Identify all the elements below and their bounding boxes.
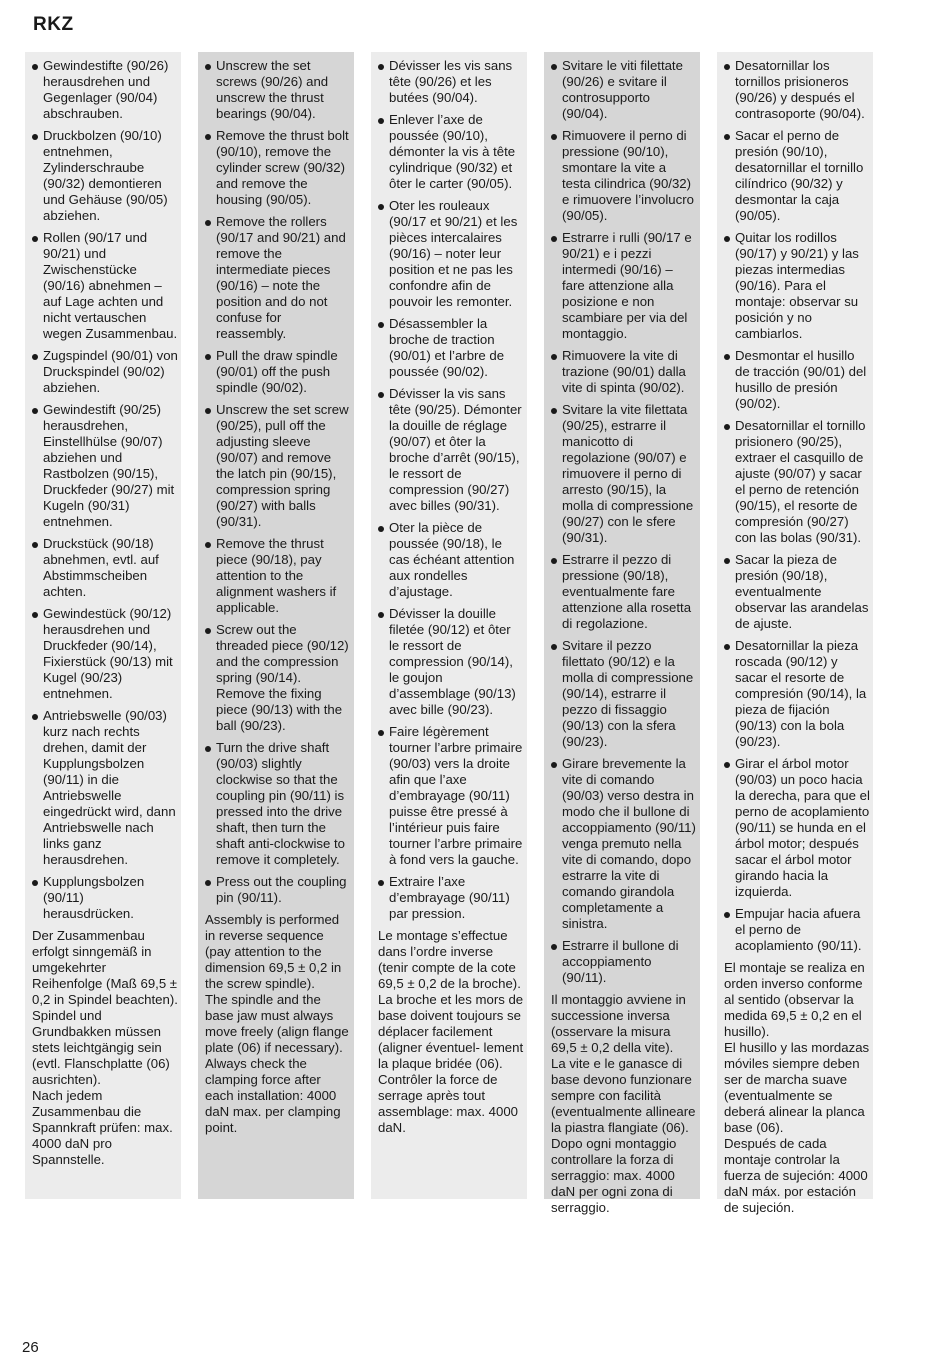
- list-item: Desatornillar el tornillo prisionero (90/25), extraer el casquillo de ajuste (90/07) y sacar el perno de retención (90/15), el resorte de compresión (90/27) con las bolas (90/31).: [724, 418, 870, 546]
- list-item: Sacar el perno de presión (90/10), desatornillar el tornillo cilíndrico (90/32) y desmontar la caja (90/05).: [724, 128, 870, 224]
- list-item: Druckbolzen (90/10) entnehmen, Zylinderschraube (90/32) demontieren und Gehäuse (90/05) abziehen.: [32, 128, 178, 224]
- list-item: Remove the thrust piece (90/18), pay attention to the alignment washers if applicable.: [205, 536, 351, 616]
- list-item: Estrarre il pezzo di pressione (90/18), eventualmente fare attenzione alla rosetta di regolazione.: [551, 552, 697, 632]
- list-item: Druckstück (90/18) abnehmen, evtl. auf Abstimmscheiben achten.: [32, 536, 178, 600]
- list-item: Turn the drive shaft (90/03) slightly clockwise so that the coupling pin (90/11) is pressed into the drive shaft, then turn the shaft anti-clockwise to remove it completely.: [205, 740, 351, 868]
- list-item: Estrarre il bullone di accoppiamento (90/11).: [551, 938, 697, 986]
- list-item: Gewindestifte (90/26) herausdrehen und Gegenlager (90/04) abschrauben.: [32, 58, 178, 122]
- list-item: Screw out the threaded piece (90/12) and the compression spring (90/14). Remove the fixing piece (90/13) with the ball (90/23).: [205, 622, 351, 734]
- list-item: Dévisser la vis sans tête (90/25). Démonter la douille de réglage (90/07) et ôter la broche d’arrêt (90/15), le ressort de compression (90/27) avec billes (90/31).: [378, 386, 524, 514]
- page-number: 26: [22, 1339, 39, 1356]
- column-german: [25, 52, 181, 1199]
- list-item: Pull the draw spindle (90/01) off the push spindle (90/02).: [205, 348, 351, 396]
- list-item: Svitare le viti filettate (90/26) e svitare il controsupporto (90/04).: [551, 58, 697, 122]
- column-spanish: [717, 52, 873, 1215]
- list-item: Rollen (90/17 und 90/21) und Zwischenstücke (90/16) abnehmen – auf Lage achten und nicht vertauschen wegen Zusammenbau.: [32, 230, 178, 342]
- steps-list: [551, 58, 697, 986]
- steps-list: [32, 58, 178, 922]
- list-item: Zugspindel (90/01) von Druckspindel (90/02) abziehen.: [32, 348, 178, 396]
- assembly-note: Il montaggio avviene in successione inversa (osservare la misura 69,5 ± 0,2 della vite). La vite e le ganasce di base devono funzionare sempre con facilità (eventualmente allineare la piastra flangiate (06). Dopo ogni montaggio controllare la forza di serraggio: max. 4000 daN per ogni zona di serraggio.: [551, 992, 696, 1215]
- list-item: Dévisser la douille filetée (90/12) et ôter le ressort de compression (90/14), le goujon d’assemblage (90/13) avec bille (90/23).: [378, 606, 524, 718]
- list-item: Oter les rouleaux (90/17 et 90/21) et les pièces intercalaires (90/16) – noter leur position et ne pas les confondre afin de pouvoir les remonter.: [378, 198, 524, 310]
- assembly-note: Assembly is performed in reverse sequence (pay attention to the dimension 69,5 ± 0,2 in the screw spindle). The spindle and the base jaw must always move freely (align flange plate (06) if necessary). Always check the clamping force after each installation: 4000 daN max. per clamping point.: [205, 912, 349, 1135]
- list-item: Remove the thrust bolt (90/10), remove the cylinder screw (90/32) and remove the housing (90/05).: [205, 128, 351, 208]
- list-item: Gewindestück (90/12) herausdrehen und Druckfeder (90/14), Fixierstück (90/13) mit Kugel (90/23) entnehmen.: [32, 606, 178, 702]
- list-item: Estrarre i rulli (90/17 e 90/21) e i pezzi intermedi (90/16) – fare attenzione alla posizione e non scambiare per via del montaggio.: [551, 230, 697, 342]
- list-item: Antriebswelle (90/03) kurz nach rechts drehen, damit der Kupplungsbolzen (90/11) in die Antriebswelle eingedrückt wird, dann Antriebswelle nach links ganz herausdrehen.: [32, 708, 178, 868]
- list-item: Rimuovere la vite di trazione (90/01) dalla vite di spinta (90/02).: [551, 348, 697, 396]
- list-item: Extraire l’axe d’embrayage (90/11) par pression.: [378, 874, 524, 922]
- list-item: Oter la pièce de poussée (90/18), le cas échéant attention aux rondelles d’ajustage.: [378, 520, 524, 600]
- list-item: Kupplungsbolzen (90/11) herausdrücken.: [32, 874, 178, 922]
- list-item: Gewindestift (90/25) herausdrehen, Einstellhülse (90/07) abziehen und Rastbolzen (90/15), Druckfeder (90/27) mit Kugeln (90/31) entnehmen.: [32, 402, 178, 530]
- list-item: Quitar los rodillos (90/17) y 90/21) y las piezas intermedias (90/16). Para el montaje: observar su posición y no cambiarlos.: [724, 230, 870, 342]
- assembly-note: Le montage s’effectue dans l’ordre inverse (tenir compte de la cote 69,5 ± 0,2 de la broche). La broche et les mors de base doivent toujours se déplacer facilement (aligner éventuel- lement la plaque bridée (06). Contrôler la force de serrage après tout assemblage: max. 4000 daN.: [378, 928, 524, 1135]
- list-item: Dévisser les vis sans tête (90/26) et les butées (90/04).: [378, 58, 524, 106]
- list-item: Svitare il pezzo filettato (90/12) e la molla di compressione (90/14), estrarre il pezzo di fissaggio (90/13) con la sfera (90/23).: [551, 638, 697, 750]
- column-italian: [544, 52, 700, 1215]
- list-item: Press out the coupling pin (90/11).: [205, 874, 351, 906]
- assembly-note: El montaje se realiza en orden inverso conforme al sentido (observar la medida 69,5 ± 0,2 en el husillo). El husillo y las mordazas móviles siempre deben ser de marcha suave (eventualmente se deberá alinear la planca base (06). Después de cada montaje controlar la fuerza de sujeción: 4000 daN máx. por estación de sujeción.: [724, 960, 870, 1215]
- list-item: Svitare la vite filettata (90/25), estrarre il manicotto di regolazione (90/07) e rimuovere il perno di arresto (90/15), la molla di compressione (90/27) con le sfere (90/31).: [551, 402, 697, 546]
- list-item: Enlever l’axe de poussée (90/10), démonter la vis à tête cylindrique (90/32) et ôter le carter (90/05).: [378, 112, 524, 192]
- list-item: Girar el árbol motor (90/03) un poco hacia la derecha, para que el perno de acoplamiento (90/11) se hunda en el árbol motor; después sacar el árbol motor girando hacia la izquierda.: [724, 756, 870, 900]
- list-item: Remove the rollers (90/17 and 90/21) and remove the intermediate pieces (90/16) – note the position and do not confuse for reassembly.: [205, 214, 351, 342]
- list-item: Sacar la pieza de presión (90/18), eventualmente observar las arandelas de ajuste.: [724, 552, 870, 632]
- column-english: [198, 52, 354, 1199]
- list-item: Desatornillar la pieza roscada (90/12) y sacar el resorte de compresión (90/14), la pieza de fijación (90/13) con la bola (90/23).: [724, 638, 870, 750]
- list-item: Unscrew the set screw (90/25), pull off the adjusting sleeve (90/07) and remove the latch pin (90/15), compression spring (90/27) with balls (90/31).: [205, 402, 351, 530]
- steps-list: [378, 58, 524, 922]
- column-french: [371, 52, 527, 1199]
- list-item: Unscrew the set screws (90/26) and unscrew the thrust bearings (90/04).: [205, 58, 351, 122]
- assembly-note: Der Zusammenbau erfolgt sinngemäß in umgekehrter Reihenfolge (Maß 69,5 ± 0,2 in Spindel beachten). Spindel und Grundbakken müssen stets leichtgängig sein (evtl. Flanschplatte (06) ausrichten). Nach jedem Zusammenbau die Spannkraft prüfen: max. 4000 daN pro Spannstelle.: [32, 928, 178, 1167]
- list-item: Girare brevemente la vite di comando (90/03) verso destra in modo che il bullone di accoppiamento (90/11) venga premuto nella vite di comando, dopo estrarre la vite di comando girandola completamente a sinistra.: [551, 756, 697, 932]
- list-item: Désassembler la broche de traction (90/01) et l’arbre de poussée (90/02).: [378, 316, 524, 380]
- list-item: Desatornillar los tornillos prisioneros (90/26) y después el contrasoporte (90/04).: [724, 58, 870, 122]
- steps-list: [205, 58, 351, 906]
- page-title: RKZ: [33, 14, 74, 35]
- list-item: Rimuovere il perno di pressione (90/10), smontare la vite a testa cilindrica (90/32) e rimuovere l’involucro (90/05).: [551, 128, 697, 224]
- list-item: Desmontar el husillo de tracción (90/01) del husillo de presión (90/02).: [724, 348, 870, 412]
- list-item: Empujar hacia afuera el perno de acoplamiento (90/11).: [724, 906, 870, 954]
- list-item: Faire légèrement tourner l’arbre primaire (90/03) vers la droite afin que l’axe d’embrayage (90/11) puisse être pressé à l’intérieur puis faire tourner l’arbre primaire à fond vers la gauche.: [378, 724, 524, 868]
- steps-list: [724, 58, 870, 954]
